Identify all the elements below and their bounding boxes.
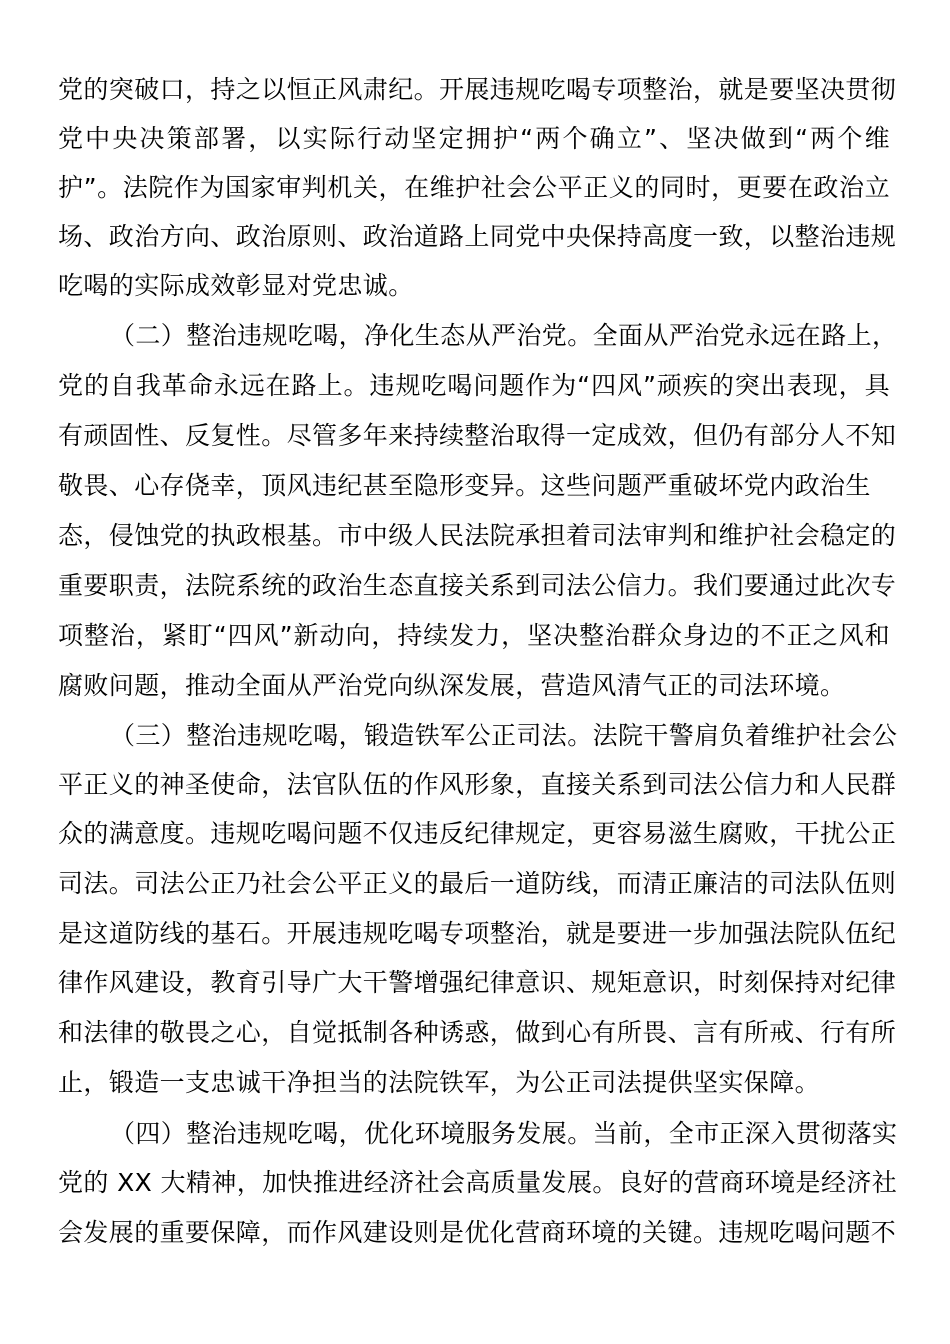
text-line: 吃喝的实际成效彰显对党忠诚。 — [58, 271, 414, 300]
text-line: 众的满意度。违规吃喝问题不仅违反纪律规定，更容易滋生腐败，干扰公正 — [58, 819, 897, 848]
text-line: 态，侵蚀党的执政根基。市中级人民法院承担着司法审判和维护社会稳定的 — [58, 521, 897, 550]
section-heading-line: （三）整治违规吃喝，锻造铁军公正司法。法院干警肩负着维护社会公 — [110, 721, 898, 750]
text-line: 有顽固性、反复性。尽管多年来持续整治取得一定成效，但仍有部分人不知 — [58, 421, 897, 450]
text-line: 重要职责，法院系统的政治生态直接关系到司法公信力。我们要通过此次专 — [58, 571, 897, 600]
section-heading-line: （二）整治违规吃喝，净化生态从严治党。全面从严治党永远在路上， — [110, 321, 898, 350]
text-line: 项整治，紧盯“四风”新动向，持续发力，坚决整治群众身边的不正之风和 — [58, 621, 890, 650]
text-line: 党的 XX 大精神，加快推进经济社会高质量发展。良好的营商环境是经济社 — [58, 1168, 898, 1197]
text-line: 护”。法院作为国家审判机关，在维护社会公平正义的同时，更要在政治立 — [58, 173, 890, 202]
text-line: 是这道防线的基石。开展违规吃喝专项整治，就是要进一步加强法院队伍纪 — [58, 919, 897, 948]
text-line: 平正义的神圣使命，法官队伍的作风形象，直接关系到司法公信力和人民群 — [58, 770, 897, 799]
text-line: 党中央决策部署，以实际行动坚定拥护“两个确立”、坚决做到“两个维 — [58, 124, 890, 153]
text-line: 司法。司法公正乃社会公平正义的最后一道防线，而清正廉洁的司法队伍则 — [58, 869, 897, 898]
text-line: 腐败问题，推动全面从严治党向纵深发展，营造风清气正的司法环境。 — [58, 671, 846, 700]
text-line: 场、政治方向、政治原则、政治道路上同党中央保持高度一致，以整治违规 — [58, 222, 897, 251]
text-line: 和法律的敬畏之心，自觉抵制各种诱惑，做到心有所畏、言有所戒、行有所 — [58, 1018, 897, 1047]
text-line: 止，锻造一支忠诚干净担当的法院铁军，为公正司法提供坚实保障。 — [58, 1068, 821, 1097]
text-line: 会发展的重要保障，而作风建设则是优化营商环境的关键。违规吃喝问题不 — [58, 1218, 897, 1247]
section-heading-line: （四）整治违规吃喝，优化环境服务发展。当前，全市正深入贯彻落实 — [110, 1119, 898, 1148]
text-line: 律作风建设，教育引导广大干警增强纪律意识、规矩意识，时刻保持对纪律 — [58, 968, 897, 997]
text-line: 敬畏、心存侥幸，顶风违纪甚至隐形变异。这些问题严重破坏党内政治生 — [58, 471, 871, 500]
text-line: 党的自我革命永远在路上。违规吃喝问题作为“四风”顽疾的突出表现，具 — [58, 371, 890, 400]
text-line: 党的突破口，持之以恒正风肃纪。开展违规吃喝专项整治，就是要坚决贯彻 — [58, 75, 897, 104]
